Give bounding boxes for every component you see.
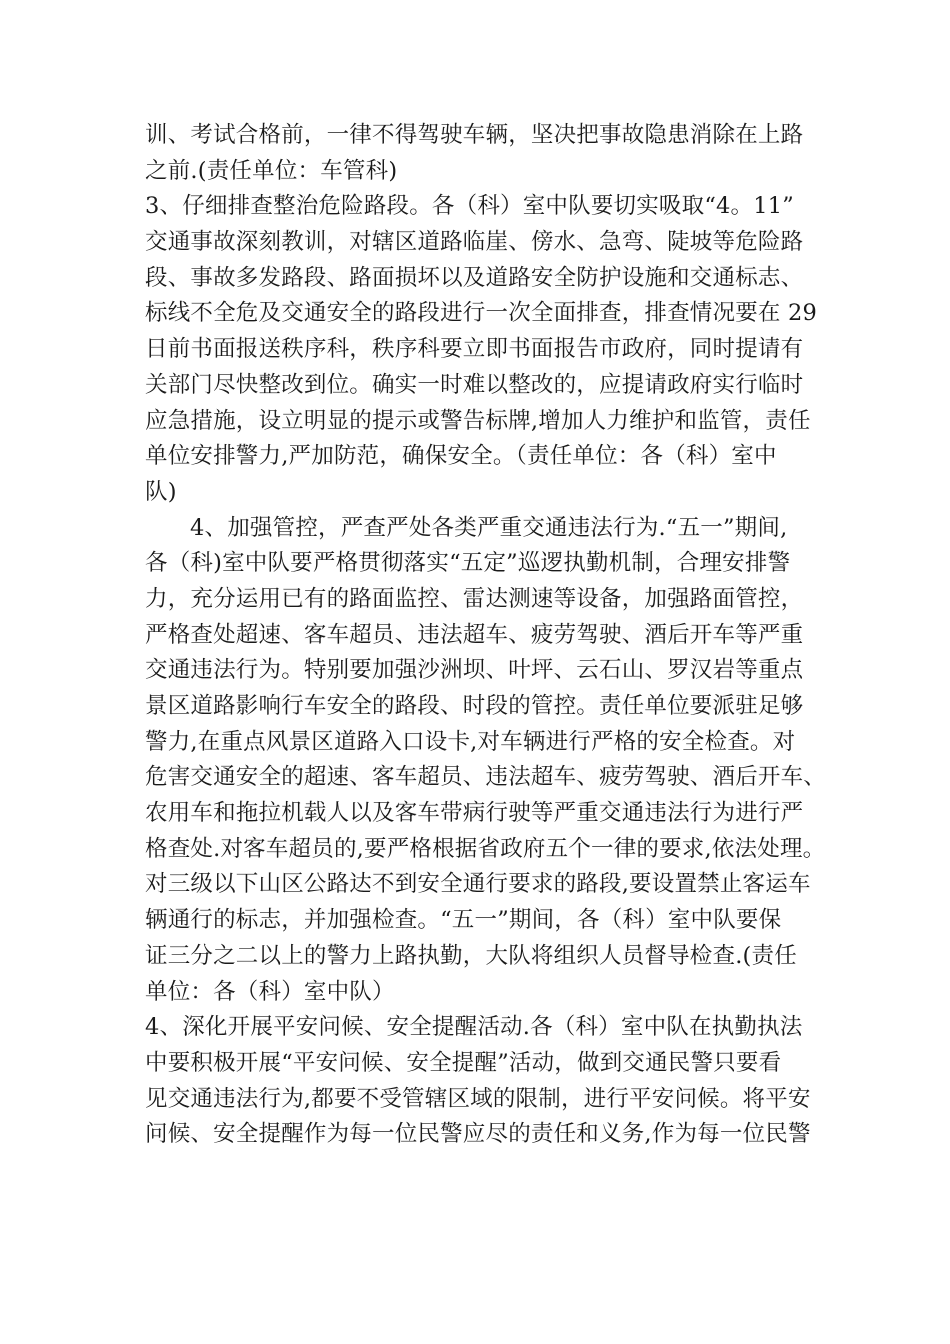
paragraph-start-line: 4、加强管控，严查严处各类严重交通违法行为.“五一”期间, <box>190 514 788 541</box>
text-line: 应急措施，设立明显的提示或警告标牌,增加人力维护和监管，责任 <box>145 407 811 434</box>
text-line: 3、仔细排查整治危险路段。各（科）室中队要切实吸取“4。11” <box>145 193 794 220</box>
text-line: 见交通违法行为,都要不受管辖区域的限制，进行平安问候。将平安 <box>145 1085 811 1112</box>
text-line: 队) <box>145 478 177 505</box>
text-line: 景区道路影响行车安全的路段、时段的管控。责任单位要派驻足够 <box>145 693 804 719</box>
text-line: 标线不全危及交通安全的路段进行一次全面排查，排查情况要在 29 <box>145 300 817 327</box>
text-line: 中要积极开展“平安问候、安全提醒”活动，做到交通民警只要看 <box>145 1049 782 1076</box>
text-line: 农用车和拖拉机载人以及客车带病行驶等严重交通违法行为进行严 <box>145 800 804 827</box>
text-line: 证三分之二以上的警力上路执勤，大队将组织人员督导检查.(责任 <box>145 942 797 969</box>
text-line: 交通违法行为。特别要加强沙洲坝、叶坪、云石山、罗汉岩等重点 <box>145 657 804 684</box>
text-line: 格查处.对客车超员的,要严格根据省政府五个一律的要求,依法处理。 <box>145 835 826 862</box>
text-line: 各（科)室中队要严格贯彻落实“五定”巡逻执勤机制，合理安排警 <box>145 550 791 577</box>
text-line: 之前.(责任单位：车管科) <box>145 157 398 184</box>
text-line: 对三级以下山区公路达不到安全通行要求的路段,要设置禁止客运车 <box>145 871 811 898</box>
text-line: 关部门尽快整改到位。确实一时难以整改的，应提请政府实行临时 <box>145 371 804 398</box>
text-line: 交通事故深刻教训，对辖区道路临崖、傍水、急弯、陡坡等危险路 <box>145 229 804 256</box>
text-line: 严格查处超速、客车超员、违法超车、疲劳驾驶、酒后开车等严重 <box>145 621 804 648</box>
text-line: 日前书面报送秩序科，秩序科要立即书面报告市政府，同时提请有 <box>145 336 804 363</box>
text-line: 单位安排警力,严加防范，确保安全。（责任单位：各（科）室中 <box>145 443 777 470</box>
text-line: 辆通行的标志，并加强检查。“五一”期间，各（科）室中队要保 <box>145 907 782 934</box>
text-line: 危害交通安全的超速、客车超员、违法超车、疲劳驾驶、酒后开车、 <box>145 764 827 791</box>
text-line: 力，充分运用已有的路面监控、雷达测速等设备，加强路面管控， <box>145 585 804 612</box>
text-line: 警力,在重点风景区道路入口设卡,对车辆进行严格的安全检查。对 <box>145 728 796 755</box>
text-line: 段、事故多发路段、路面损坏以及道路安全防护设施和交通标志、 <box>145 264 804 291</box>
text-line: 问候、安全提醒作为每一位民警应尽的责任和义务,作为每一位民警 <box>145 1121 811 1148</box>
document-body <box>145 118 845 1153</box>
text-line: 训、考试合格前，一律不得驾驶车辆，坚决把事故隐患消除在上路 <box>145 122 804 148</box>
text-line: 单位：各（科）室中队） <box>145 978 395 1005</box>
text-line: 4、深化开展平安问候、安全提醒活动.各（科）室中队在执勤执法 <box>145 1014 803 1041</box>
